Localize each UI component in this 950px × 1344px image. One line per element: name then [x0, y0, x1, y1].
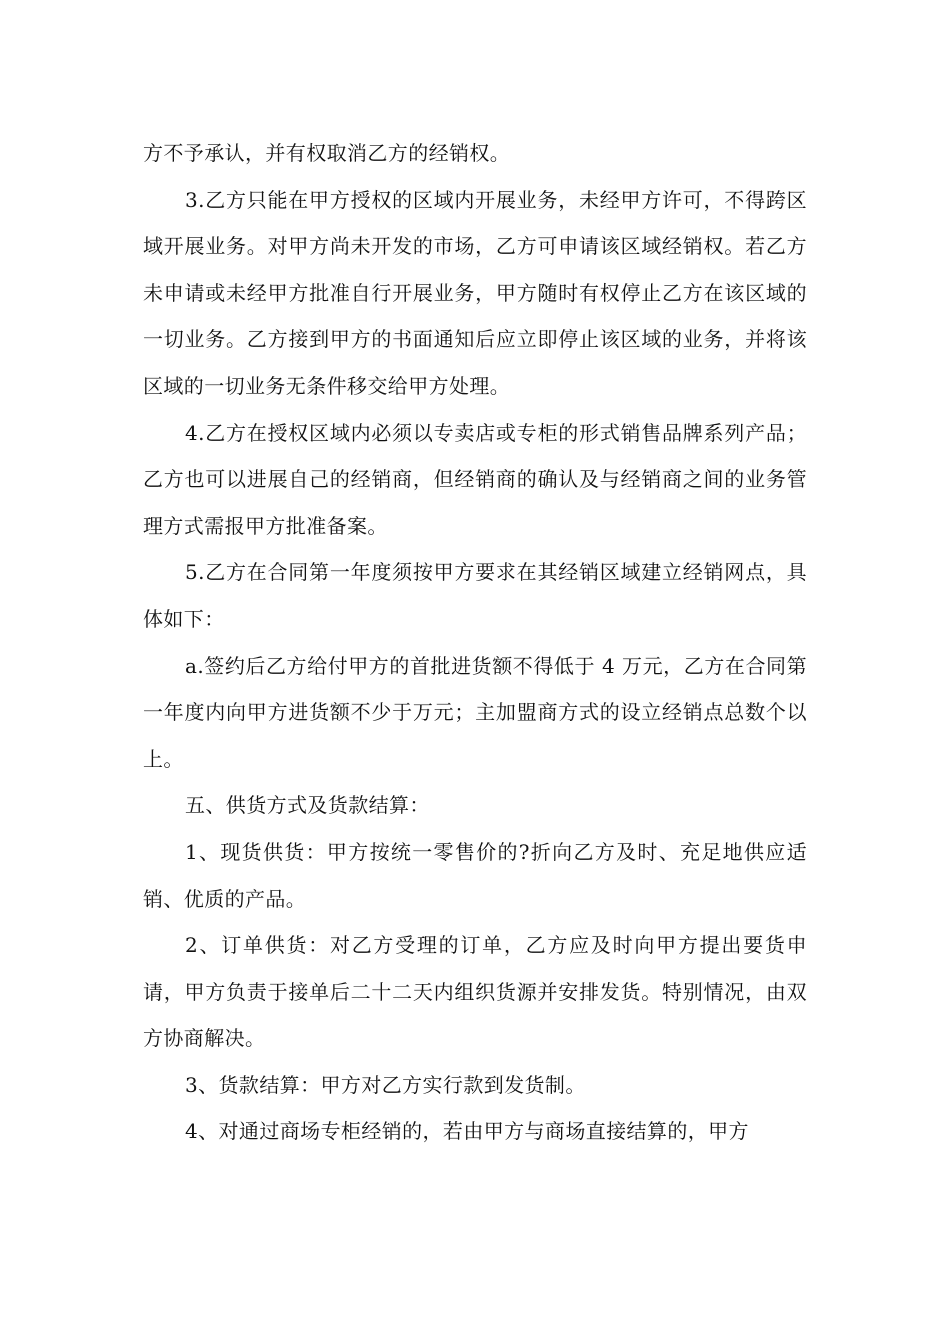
paragraph-supply-2: 2、订单供货：对乙方受理的订单，乙方应及时向甲方提出要货申请，甲方负责于接单后二十二天内组织货源并安排发货。特别情况，由双方协商解决。	[143, 933, 807, 1051]
paragraph-clause-4: 4.乙方在授权区域内必须以专卖店或专柜的形式销售品牌系列产品；乙方也可以进展自己的经销商，但经销商的确认及与经销商之间的业务管理方式需报甲方批准备案。	[143, 420, 807, 538]
paragraph-clause-3: 3.乙方只能在甲方授权的区域内开展业务，未经甲方许可，不得跨区域开展业务。对甲方尚未开发的市场，乙方可申请该区域经销权。若乙方未申请或未经甲方批准自行开展业务，甲方随时有权停止乙方在该区域的一切业务。乙方接到甲方的书面通知后应立即停止该区域的业务，并将该区域的一切业务无条件移交给甲方处理。	[143, 187, 807, 398]
paragraph-clause-5a: a.签约后乙方给付甲方的首批进货额不得低于 4 万元，乙方在合同第一年度内向甲方进货额不少于万元；主加盟商方式的设立经销点总数个以上。	[143, 653, 807, 771]
paragraph-continued: 方不予承认，并有权取消乙方的经销权。	[143, 141, 511, 165]
section-heading-supply-settlement: 五、供货方式及货款结算：	[185, 793, 430, 818]
paragraph-supply-4: 4、对通过商场专柜经销的，若由甲方与商场直接结算的，甲方	[185, 1119, 749, 1144]
document-page	[143, 130, 807, 1155]
paragraph-clause-5: 5.乙方在合同第一年度须按甲方要求在其经销区域建立经销网点，具体如下：	[143, 560, 807, 631]
paragraph-supply-3: 3、货款结算：甲方对乙方实行款到发货制。	[185, 1072, 586, 1097]
paragraph-supply-1: 1、现货供货：甲方按统一零售价的?折向乙方及时、充足地供应适销、优质的产品。	[143, 839, 807, 911]
